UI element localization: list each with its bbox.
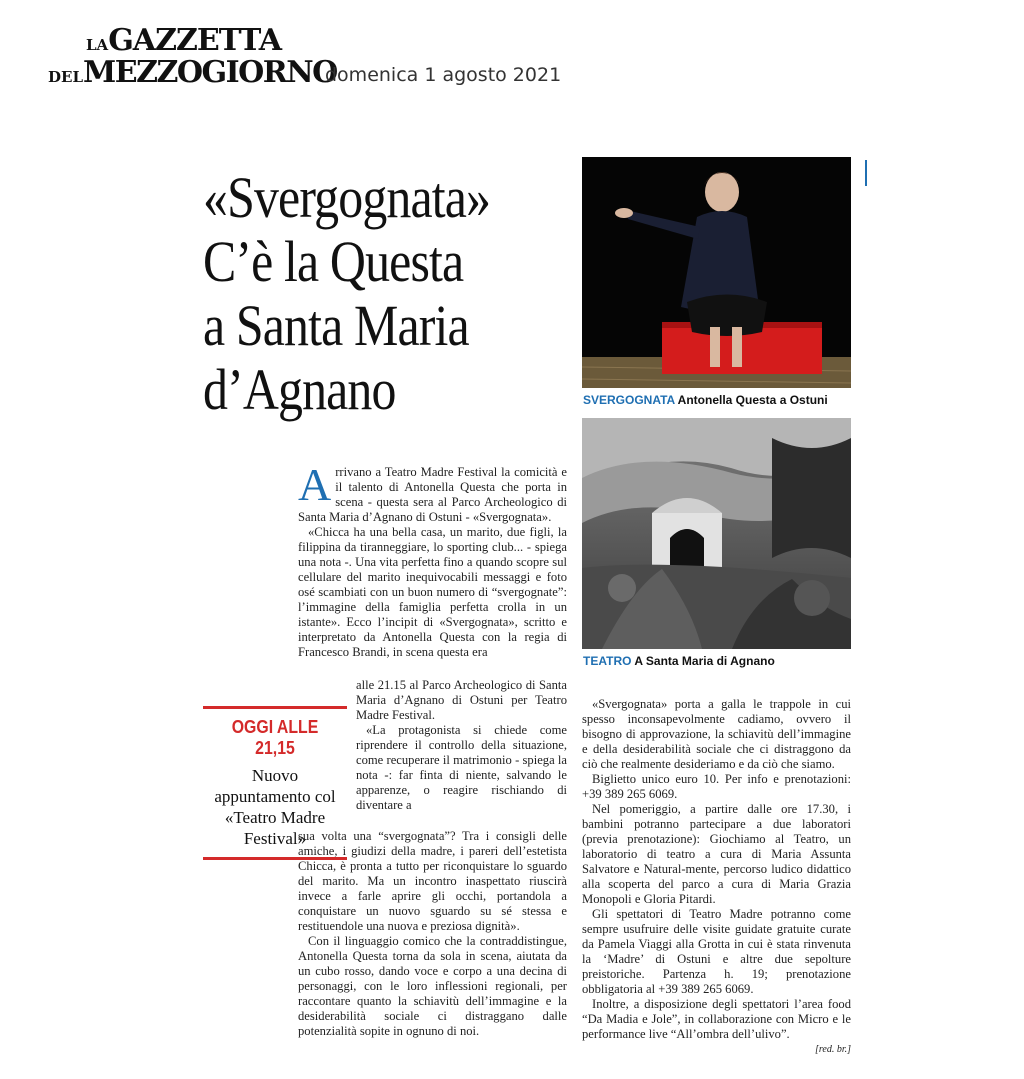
photo-actress-on-stage <box>582 157 851 388</box>
event-time-text: Nuovo appuntamento col «Teatro Madre Festival» <box>214 766 336 848</box>
article-column-b <box>582 697 851 1057</box>
caption-tag-2: TEATRO <box>583 654 632 668</box>
article-paragraph: Gli spettatori di Teatro Madre potranno come sempre usufruire delle visite guidate gratuite curate da Pamela Viaggi alla Grotta in cui è stata rinvenuta la ‘Madre’ di Ostuni e altre due sepolture preistoriche. Partenza h. 19; prenotazione obbligatoria al +39 389 265 6069. <box>582 907 851 996</box>
masthead-del: DEL <box>48 68 83 86</box>
event-time-title: OGGI ALLE 21,15 <box>231 717 319 758</box>
article-paragraph: Inoltre, a disposizione degli spettatori l’area food “Da Madia e Jole”, in collaborazione con Micro e le performance live “All’ombra dell’ulivo”. <box>582 997 851 1041</box>
headline-line-3: a Santa Maria <box>203 293 469 358</box>
masthead-la: LA <box>86 36 109 54</box>
masthead-mezzogiorno: MEZZOGIORNO <box>83 55 337 90</box>
drop-cap: A <box>298 459 332 510</box>
caption-text-2: A Santa Maria di Agnano <box>631 654 775 668</box>
masthead-logo <box>48 23 337 90</box>
photo-caption-2 <box>583 654 775 668</box>
article-paragraph: rrivano a Teatro Madre Festival la comicità e il talento di Antonella Questa che porta in scena - questa sera al Parco Archeologico di Santa Maria d’Agnano di Ostuni - «Svergognata». <box>298 465 567 524</box>
article-column-a-middle <box>356 678 567 813</box>
article-column-a-bottom <box>298 829 567 1039</box>
caption-tag-1: SVERGOGNATA <box>583 393 675 407</box>
article-paragraph: Biglietto unico euro 10. Per info e prenotazioni: +39 389 265 6069. <box>582 772 851 801</box>
article-paragraph: alle 21.15 al Parco Archeologico di Santa Maria d’Agnano di Ostuni per Teatro Madre Festival. <box>356 678 567 722</box>
caption-text-1: Antonella Questa a Ostuni <box>674 393 828 407</box>
article-paragraph: sua volta una “svergognata”? Tra i consigli delle amiche, i giudizi della madre, i pareri dell’estetista Chicca, è pronta a tutto per riconquistare lo sguardo del marito. Ma un incontro inaspettato riuscirà invece a farle aprire gli occhi, portandola a conquistare un nuovo sguardo su sé stessa e restituendole una nuova e preziosa dignità». <box>298 829 567 933</box>
masthead-gazzetta: GAZZETTA <box>108 23 281 58</box>
box-top-rule <box>203 706 347 709</box>
author-signature: [red. br.] <box>814 1044 851 1055</box>
headline-line-2: C’è la Questa <box>203 229 464 294</box>
headline-line-1: «Svergognata» <box>203 165 491 230</box>
article-paragraph: «La protagonista si chiede come riprendere il controllo della situazione, come recuperare il matrimonio - spiega la nota -: far finta di niente, salvando le apparenze, o reagire rischiando di diventare a <box>356 723 567 812</box>
page-edge-mark <box>865 160 867 186</box>
issue-date: domenica 1 agosto 2021 <box>325 64 562 86</box>
photo-caption-1 <box>583 393 828 407</box>
headline-line-4: d’Agnano <box>203 357 396 422</box>
article-paragraph: «Svergognata» porta a galla le trappole in cui spesso inconsapevolmente cadiamo, ovvero il bisogno di approvazione, la schiavitù dell’immagine e della desiderabilità sociale che ci distraggono da ciò che realmente desideriamo e da ciò che siamo. <box>582 697 851 771</box>
headline <box>203 166 521 422</box>
article-paragraph: Nel pomeriggio, a partire dalle ore 17.30, i bambini potranno partecipare a due laboratori (previa prenotazione): Giochiamo al Teatro, un laboratorio di teatro a cura di Maria Assunta Salvatore e Natural-mente, percorso ludico didattico alla scoperta del parco a cura di Maria Grazia Monopoli e Gloria Pitardi. <box>582 802 851 906</box>
article-paragraph: Con il linguaggio comico che la contraddistingue, Antonella Questa torna da sola in scena, aiutata da un cubo rosso, dando voce e corpo a una decina di personaggi, con le loro inflessioni regionali, per raccontare quanto la schiavitù dell’immagine e la desiderabilità sociale ci distraggano dalle potenzialità sopite in ognuno di noi. <box>298 934 567 1038</box>
photo-archaeological-site <box>582 418 851 649</box>
article-column-a-top <box>298 459 567 660</box>
article-paragraph: «Chicca ha una bella casa, un marito, due figli, la filippina da tiranneggiare, lo sporting club... - spiega una nota -. Una vita perfetta fino a quando scopre sul cellulare del marito inequivocabili messaggi e foto osé scambiati con un buon numero di “svergognate”: l’immagine della famiglia perfetta crolla in un istante». Ecco l’incipit di «Svergognata», scritto e interpretato da Antonella Questa con la regia di Francesco Brandi, in scena questa era <box>298 525 567 659</box>
